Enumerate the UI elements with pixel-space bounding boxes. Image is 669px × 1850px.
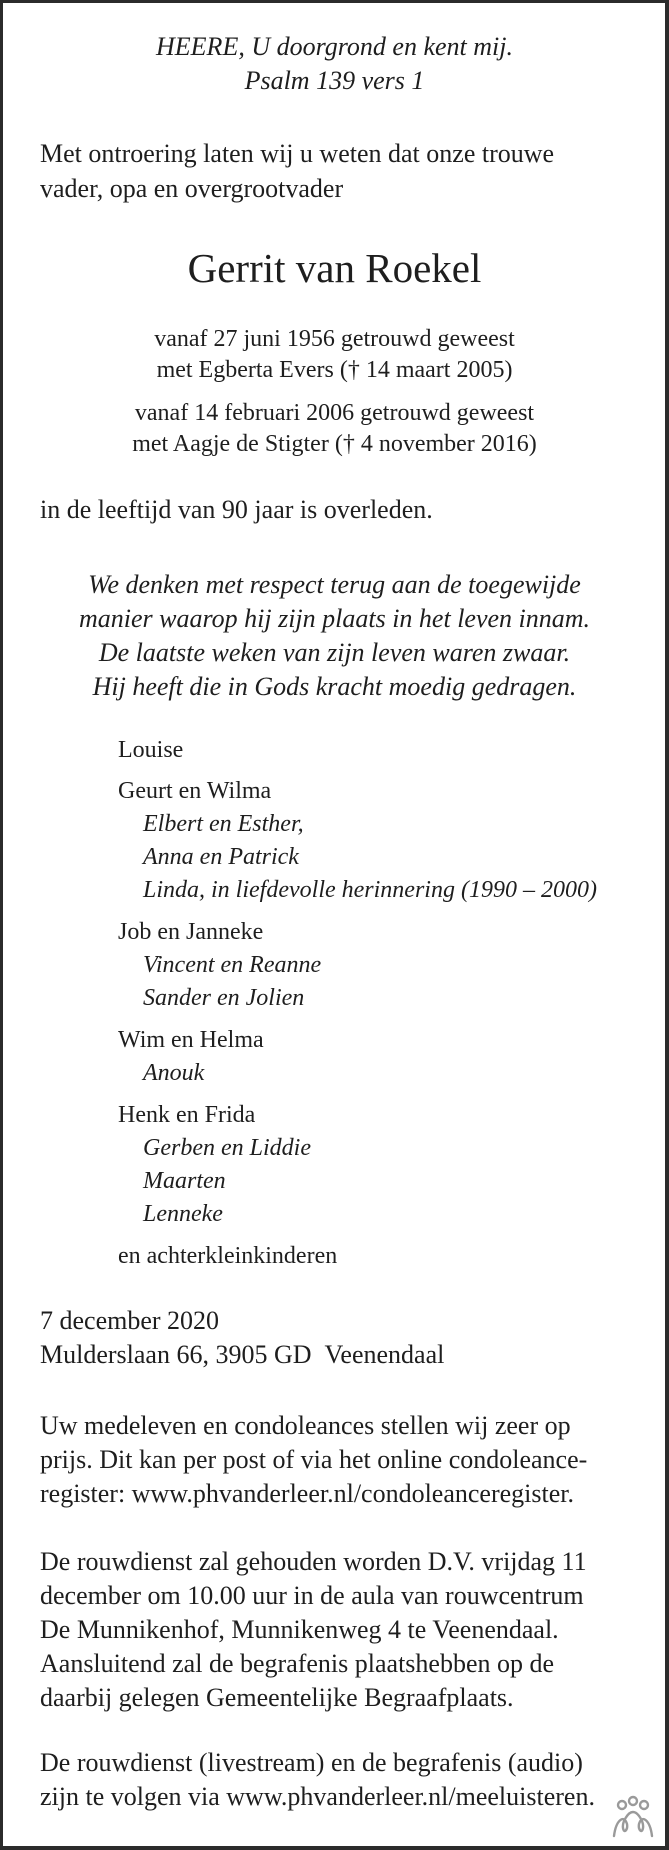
service-line-5: daarbij gelegen Gemeentelijke Begraafplaats. — [40, 1683, 514, 1712]
grandchild: Vincent en Reanne — [143, 952, 322, 978]
marriage-2-line-1: vanaf 14 februari 2006 getrouwd geweest — [134, 400, 535, 426]
deceased-name: Gerrit van Roekel — [187, 245, 482, 291]
child-job-janneke: Job en Janneke — [118, 919, 264, 945]
age-statement: in de leeftijd van 90 jaar is overleden. — [40, 495, 433, 524]
grandchild: Linda, in liefdevolle herinnering (1990 – 2000) — [143, 877, 597, 903]
grandchild: Sander en Jolien — [143, 985, 305, 1011]
condolences-line-2: prijs. Dit kan per post of via het online condoleance- — [40, 1445, 588, 1474]
bible-reference: Psalm 139 vers 1 — [244, 66, 425, 95]
people-group-icon — [610, 1794, 656, 1840]
child-geurt-wilma: Geurt en Wilma — [118, 778, 272, 804]
grandchild: Gerben en Liddie — [143, 1135, 311, 1161]
condolences-line-3: register: www.phvanderleer.nl/condoleanceregister. — [40, 1479, 574, 1508]
announcement-date: 7 december 2020 — [40, 1306, 220, 1335]
marriage-1-line-2: met Egberta Evers († 14 maart 2005) — [156, 357, 513, 383]
child-henk-frida: Henk en Frida — [118, 1102, 256, 1128]
tribute-line-2: manier waarop hij zijn plaats in het leven innam. — [78, 604, 591, 633]
grandchild: Anouk — [143, 1060, 205, 1086]
intro-line-1: Met ontroering laten wij u weten dat onze trouwe — [40, 139, 555, 168]
tribute-line-3: De laatste weken van zijn leven waren zwaar. — [98, 638, 571, 667]
livestream-line-1: De rouwdienst (livestream) en de begrafenis (audio) — [40, 1748, 583, 1777]
great-grandchildren: en achterkleinkinderen — [118, 1243, 338, 1269]
bible-verse: HEERE, U doorgrond en kent mij. — [156, 32, 513, 61]
grandchild: Lenneke — [143, 1201, 223, 1227]
tribute-line-4: Hij heeft die in Gods kracht moedig gedragen. — [92, 672, 577, 701]
grandchild: Anna en Patrick — [143, 844, 299, 870]
service-line-2: december om 10.00 uur in de aula van rouwcentrum — [40, 1581, 584, 1610]
grandchild: Elbert en Esther, — [143, 811, 304, 837]
marriage-1-line-1: vanaf 27 juni 1956 getrouwd geweest — [154, 326, 515, 352]
tribute-line-1: We denken met respect terug aan de toegewijde — [88, 570, 581, 599]
marriage-2-line-2: met Aagje de Stigter († 4 november 2016) — [132, 431, 537, 457]
service-line-3: De Munnikenhof, Munnikenweg 4 te Veenendaal. — [40, 1615, 559, 1644]
family-address: Mulderslaan 66, 3905 GD Veenendaal — [40, 1340, 445, 1369]
livestream-line-2: zijn te volgen via www.phvanderleer.nl/meeluisteren. — [40, 1782, 595, 1811]
intro-line-2: vader, opa en overgrootvader — [40, 174, 344, 203]
condolences-line-1: Uw medeleven en condoleances stellen wij zeer op — [40, 1411, 571, 1440]
service-line-4: Aansluitend zal de begrafenis plaatshebben op de — [40, 1649, 555, 1678]
grandchild: Maarten — [143, 1168, 226, 1194]
child-wim-helma: Wim en Helma — [118, 1027, 264, 1053]
service-line-1: De rouwdienst zal gehouden worden D.V. vrijdag 11 — [40, 1547, 587, 1576]
child-louise: Louise — [118, 737, 184, 763]
